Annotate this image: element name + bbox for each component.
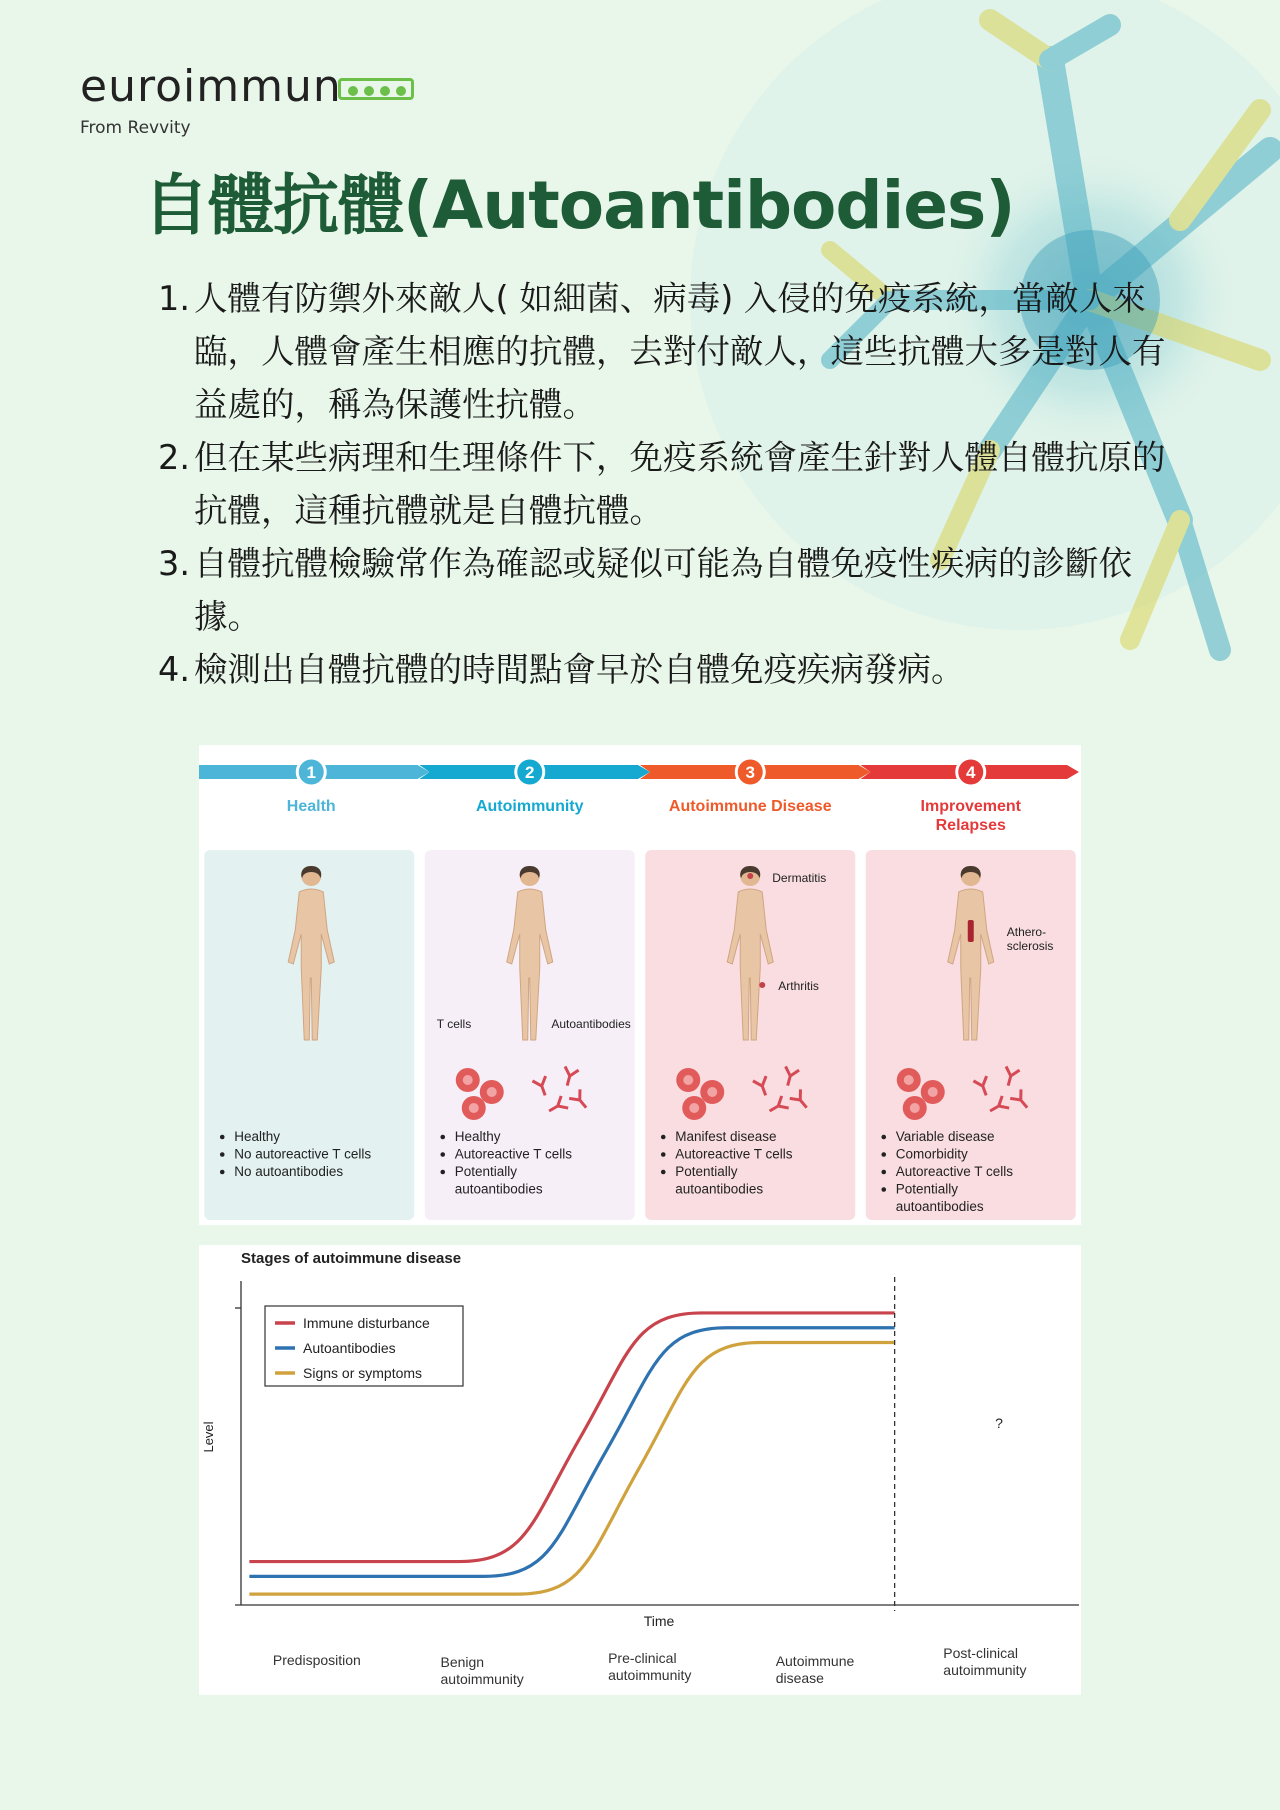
stage-bullet-text: Healthy	[234, 1129, 281, 1144]
stage-bullet-text: Healthy	[454, 1129, 501, 1144]
stage-axis-label: Benign	[440, 1654, 485, 1670]
stage-bullet-text: Potentially	[895, 1181, 959, 1197]
stage-bullet-text: Autoreactive T cells	[675, 1146, 793, 1162]
bullet-dot	[661, 1152, 666, 1157]
stage-bullet-text: Autoreactive T cells	[454, 1146, 573, 1162]
unknown-marker: ?	[995, 1415, 1003, 1431]
stage-axis-label: Autoimmune	[775, 1653, 855, 1669]
condition-label: Dermatitis	[772, 871, 827, 885]
stage-axis-label: disease	[775, 1670, 824, 1686]
inflammation-marker	[759, 982, 765, 988]
point-number: 3.	[158, 544, 190, 583]
intro-point	[158, 643, 1168, 696]
chart-title: Stages of autoimmune disease	[241, 1250, 462, 1267]
x-axis-label: Time	[643, 1613, 675, 1629]
condition-label: Athero-	[1006, 925, 1047, 939]
stages-chart	[199, 1245, 1081, 1695]
y-axis-label: Level	[201, 1421, 216, 1453]
bullet-dot	[881, 1187, 886, 1192]
stage-title: Health	[286, 798, 336, 815]
brand-tagline: From Revvity	[80, 118, 191, 138]
cell-label: Autoantibodies	[551, 1017, 631, 1031]
stage-number: 4	[966, 763, 976, 782]
stage-bullet-text: Variable disease	[895, 1129, 995, 1144]
condition-label: Arthritis	[778, 979, 819, 993]
bullet-dot	[661, 1135, 666, 1140]
stages-figure	[199, 745, 1081, 1225]
cell-label: T cells	[436, 1017, 472, 1031]
bullet-dot	[440, 1170, 445, 1175]
stage-bullet-text: Potentially	[454, 1164, 518, 1179]
stage-axis-label: Pre-clinical	[608, 1650, 677, 1666]
legend-label: Autoantibodies	[303, 1340, 396, 1356]
stage-axis-label: Post-clinical	[943, 1645, 1019, 1661]
bullet-dot	[881, 1135, 886, 1140]
page-title: 自體抗體(Autoantibodies)	[143, 167, 1015, 244]
stage-axis-label: autoimmunity	[943, 1662, 1027, 1678]
intro-point	[158, 272, 1168, 431]
brand-wordmark: euroimmun	[80, 61, 342, 112]
stage-bullet-text: autoantibodies	[675, 1181, 764, 1197]
bullet-dot	[881, 1152, 886, 1157]
point-text: 但在某些病理和生理條件下，免疫系統會產生針對人體自體抗原的抗體，這種抗體就是自體抗體。	[194, 438, 1166, 530]
stage-bullet-text: Comorbidity	[895, 1146, 968, 1162]
condition-label: sclerosis	[1006, 939, 1054, 953]
point-text: 自體抗體檢驗常作為確認或疑似可能為自體免疫性疾病的診斷依據。	[194, 544, 1132, 636]
stage-bullet-text: autoantibodies	[895, 1199, 984, 1214]
inflammation-marker	[747, 873, 753, 879]
stage-title: Autoimmunity	[475, 798, 584, 815]
artery-marker	[968, 920, 974, 942]
point-text: 人體有防禦外來敵人( 如細菌、病毒) 入侵的免疫系統，當敵人來臨，人體會產生相應的抗體，去對付敵人，這些抗體大多是對人有益處的，稱為保護性抗體。	[194, 279, 1166, 424]
stage-title: Relapses	[935, 817, 1006, 834]
legend-label: Immune disturbance	[303, 1315, 430, 1331]
stages-diagram	[199, 745, 1081, 1225]
brand-dots-icon	[338, 78, 414, 100]
stage-number: 3	[745, 763, 755, 782]
stages-line-chart	[199, 1245, 1081, 1695]
stage-title: Autoimmune Disease	[668, 798, 832, 815]
stage-number: 1	[306, 763, 316, 782]
stage-bullet-text: Potentially	[675, 1164, 738, 1179]
stage-bullet-text: Autoreactive T cells	[895, 1164, 1014, 1179]
legend-label: Signs or symptoms	[303, 1365, 423, 1381]
intro-point	[158, 537, 1168, 643]
stage-axis-label: Predisposition	[272, 1652, 361, 1668]
stage-title: Improvement	[920, 798, 1021, 815]
point-number: 4.	[158, 650, 190, 689]
bullet-dot	[220, 1170, 225, 1175]
bullet-dot	[440, 1135, 445, 1140]
stage-bullet-text: No autoreactive T cells	[234, 1146, 372, 1162]
point-number: 2.	[158, 438, 190, 477]
brand-logo[interactable]	[80, 62, 342, 138]
bullet-dot	[220, 1152, 225, 1157]
stage-bullet-text: No autoantibodies	[234, 1164, 344, 1179]
point-text: 檢測出自體抗體的時間點會早於自體免疫疾病發病。	[194, 650, 965, 689]
intro-point	[158, 431, 1168, 537]
stage-axis-label: autoimmunity	[440, 1671, 524, 1687]
point-number: 1.	[158, 279, 190, 318]
stage-axis-label: autoimmunity	[608, 1667, 692, 1683]
bullet-dot	[220, 1135, 225, 1140]
bullet-dot	[440, 1152, 445, 1157]
stage-bullet-text: Manifest disease	[675, 1129, 777, 1144]
bullet-dot	[661, 1170, 666, 1175]
bullet-dot	[881, 1170, 886, 1175]
intro-list	[158, 272, 1168, 696]
stage-bullet-text: autoantibodies	[454, 1181, 543, 1197]
stage-number: 2	[525, 763, 535, 782]
